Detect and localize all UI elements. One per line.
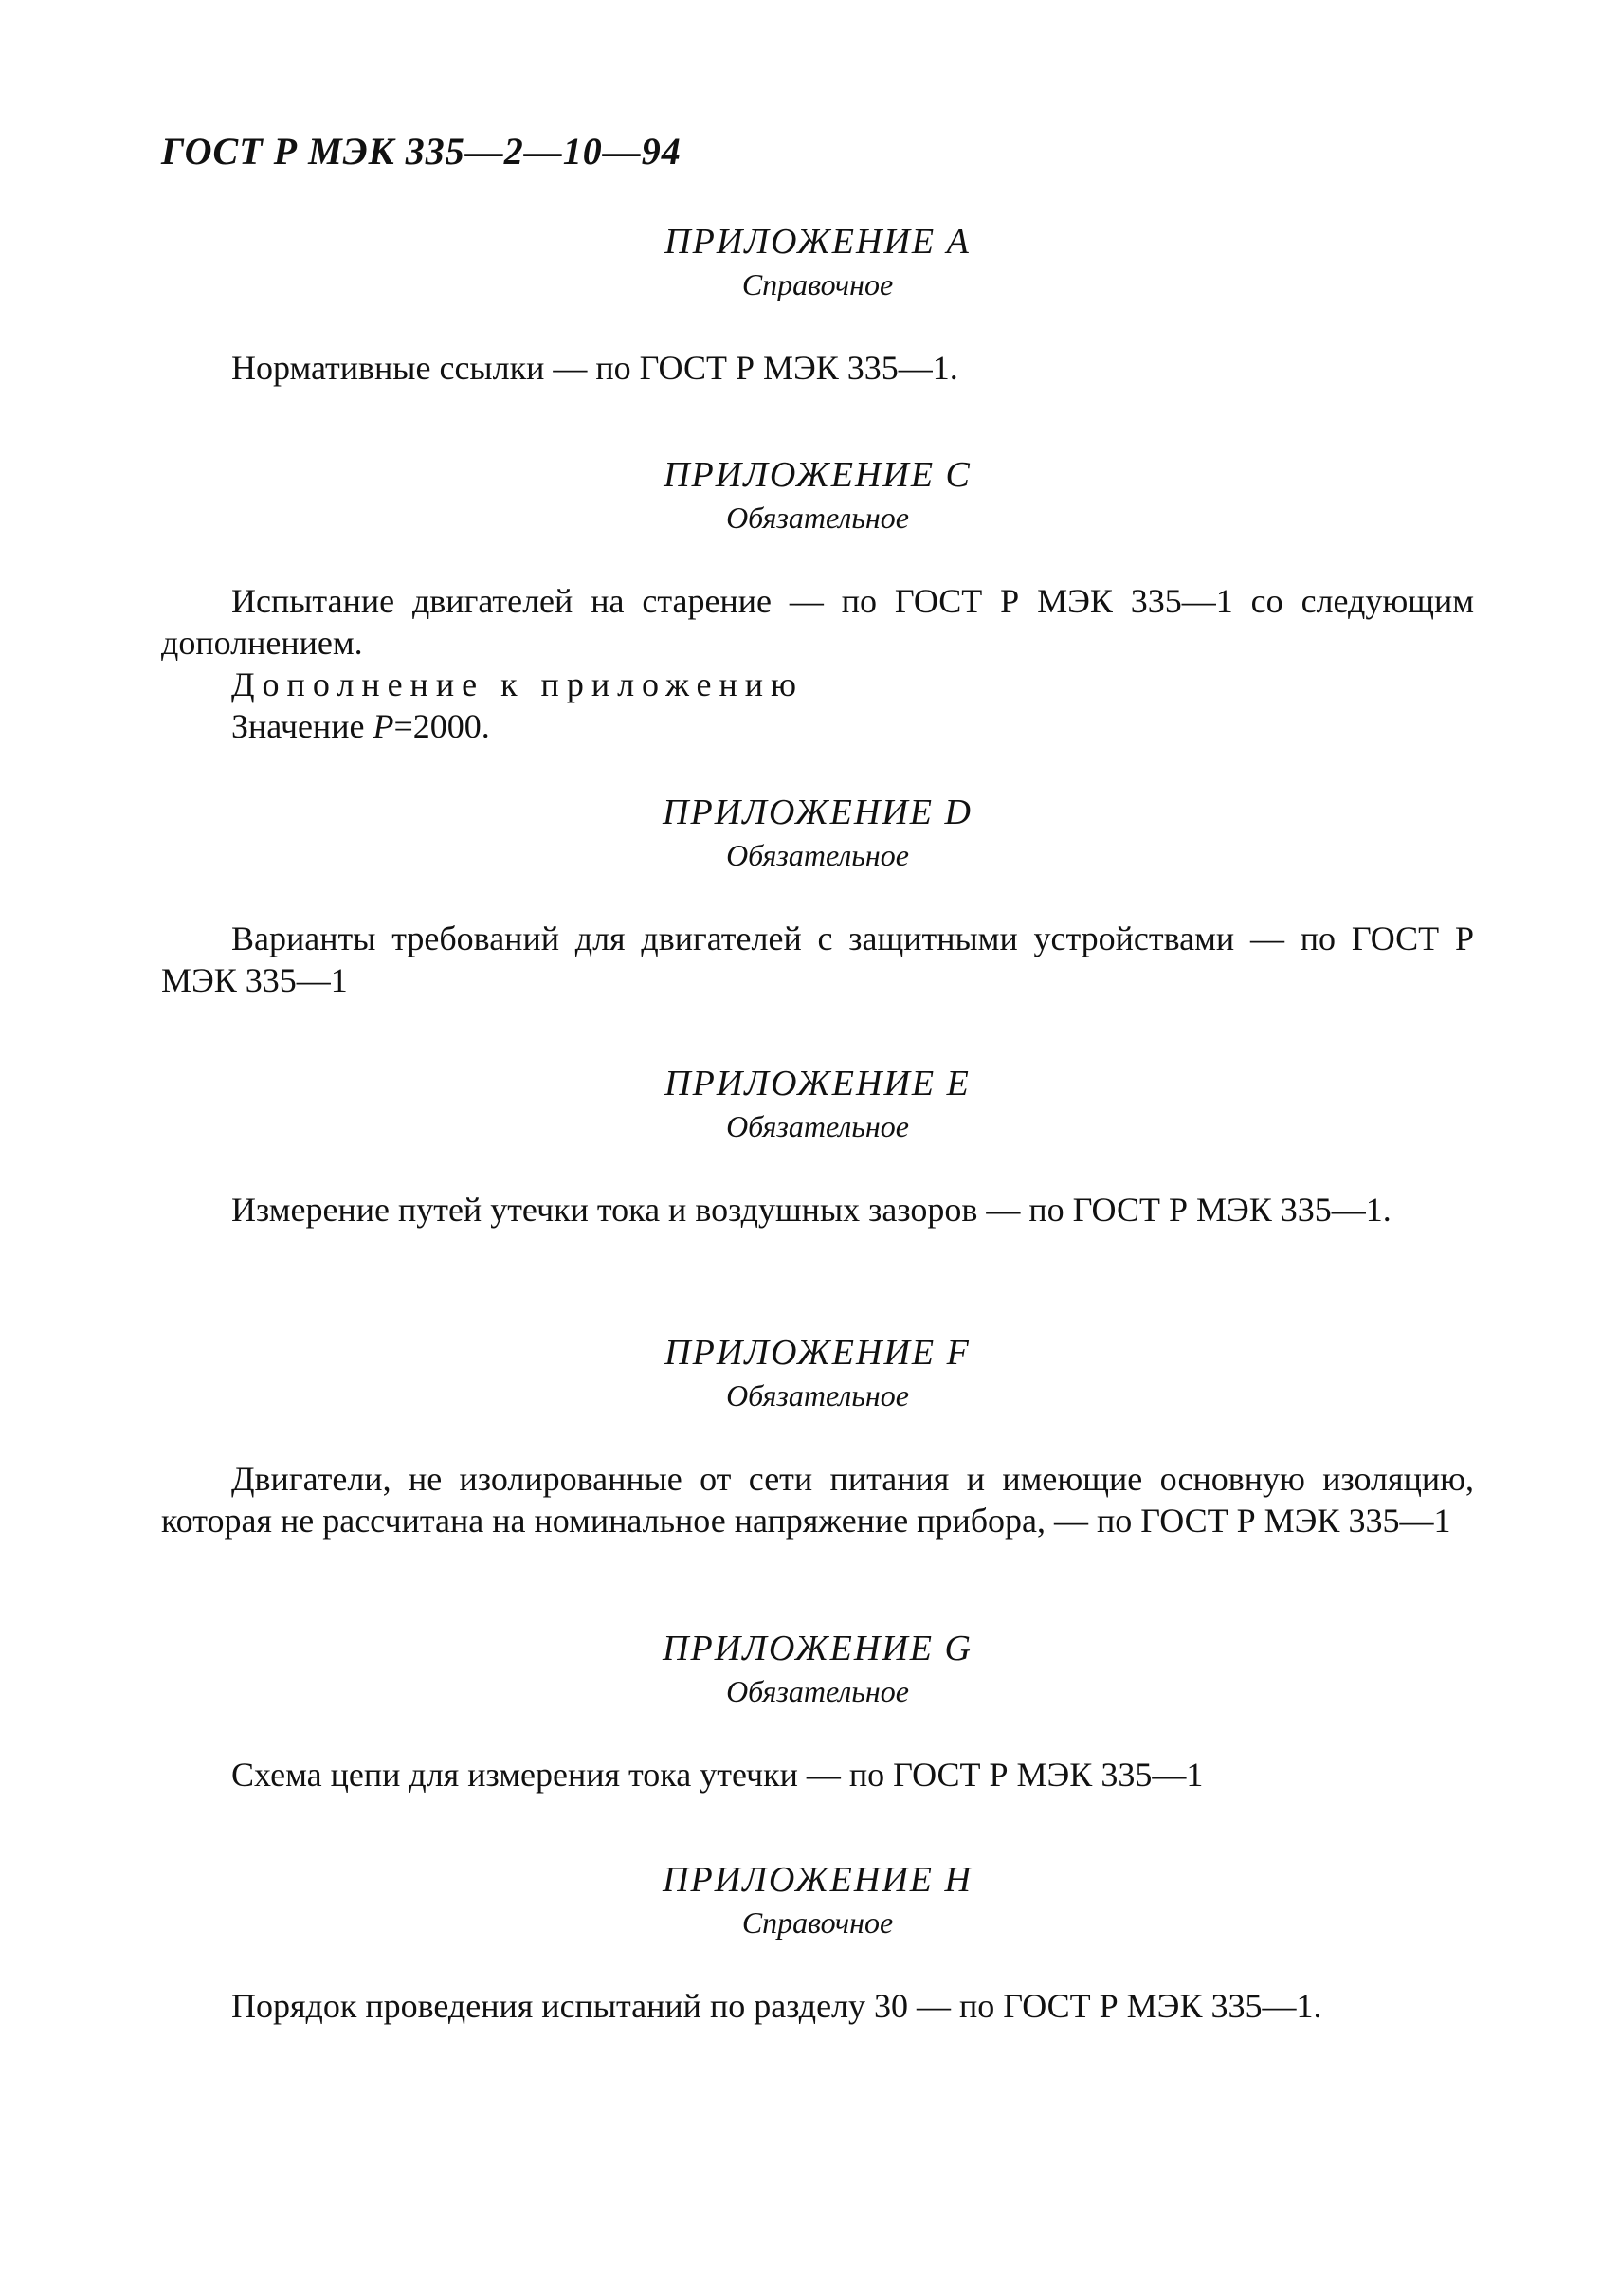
appendix-body	[161, 1458, 1474, 1541]
appendix-body	[161, 1189, 1474, 1230]
appendix-paragraph: Нормативные ссылки — по ГОСТ Р МЭК 335—1.	[231, 349, 958, 387]
variable-p: P	[373, 707, 394, 745]
appendix-subheading: Дополнение к приложению	[231, 665, 804, 703]
appendix-status: Обязательное	[726, 1674, 909, 1708]
appendix-paragraph: Варианты требований для двигателей с защитными устройствами — по ГОСТ Р МЭК 335—1	[161, 920, 1474, 999]
appendix-c	[161, 453, 1474, 747]
appendix-status: Справочное	[741, 1905, 894, 1940]
appendix-paragraph: Порядок проведения испытаний по разделу 30 — по ГОСТ Р МЭК 335—1.	[231, 1987, 1322, 2025]
appendix-d	[161, 791, 1474, 1001]
appendix-f	[161, 1331, 1474, 1541]
appendix-body	[161, 580, 1474, 747]
appendix-paragraph: Испытание двигателей на старение — по ГОСТ Р МЭК 335—1 со следующим дополнением.	[161, 582, 1474, 662]
appendix-e	[161, 1062, 1474, 1230]
appendix-title: ПРИЛОЖЕНИЕ А	[664, 222, 971, 262]
appendix-paragraph: Схема цепи для измерения тока утечки — по ГОСТ Р МЭК 335—1	[231, 1756, 1204, 1794]
appendix-body	[161, 1985, 1474, 2027]
appendix-title: ПРИЛОЖЕНИЕ С	[664, 455, 972, 495]
standard-code-header: ГОСТ Р МЭК 335—2—10—94	[161, 130, 682, 173]
appendix-status: Обязательное	[726, 501, 909, 535]
appendix-a	[161, 220, 1474, 389]
appendix-title: ПРИЛОЖЕНИЕ Е	[664, 1064, 971, 1103]
appendix-body	[161, 1754, 1474, 1795]
appendix-status: Обязательное	[726, 1109, 909, 1143]
appendix-status: Справочное	[741, 267, 894, 301]
appendix-body	[161, 918, 1474, 1001]
appendix-title: ПРИЛОЖЕНИЕ Н	[663, 1860, 973, 1900]
appendix-h	[161, 1858, 1474, 2027]
value-number: =2000.	[393, 707, 490, 745]
appendix-body	[161, 347, 1474, 389]
appendix-value-line	[161, 705, 1474, 747]
appendix-status: Обязательное	[726, 838, 909, 872]
appendix-title: ПРИЛОЖЕНИЕ F	[664, 1333, 971, 1373]
appendix-paragraph: Измерение путей утечки тока и воздушных зазоров — по ГОСТ Р МЭК 335—1.	[231, 1191, 1392, 1229]
appendix-title: ПРИЛОЖЕНИЕ G	[663, 1629, 973, 1668]
value-label: Значение	[231, 707, 365, 745]
appendix-status: Обязательное	[726, 1378, 909, 1412]
appendix-g	[161, 1627, 1474, 1795]
appendix-title: ПРИЛОЖЕНИЕ D	[663, 793, 973, 832]
appendix-paragraph: Двигатели, не изолированные от сети питания и имеющие основную изоляцию, которая не рассчитана на номинальное напряжение прибора, — по ГОСТ Р МЭК 335—1	[161, 1460, 1474, 1540]
